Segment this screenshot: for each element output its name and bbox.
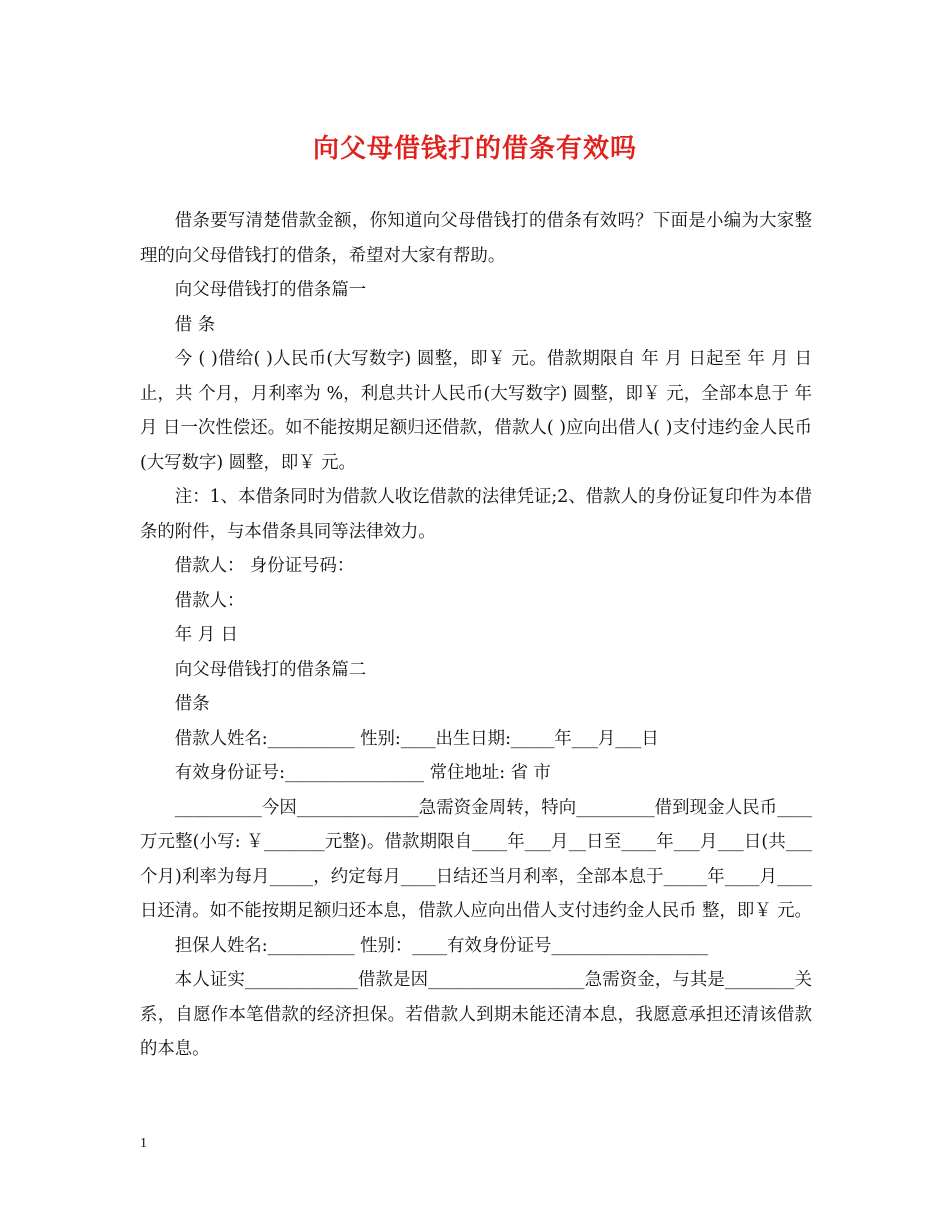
guarantor-statement-paragraph: 本人证实_____________借款是因__________________急需资金，与其是________关系，自愿作本笔借款的经济担保。若借款人到期未能还清本息，我愿意承担还清该借款的本息。 — [140, 970, 812, 1059]
guarantor-line: 担保人姓名:__________ 性别：____有效身份证号__________________ — [174, 935, 708, 956]
borrower-id-line: 借款人： 身份证号码： — [174, 556, 355, 576]
borrower-line: 借款人： — [174, 590, 245, 611]
section-heading-two: 向父母借钱打的借条篇二 — [174, 659, 367, 680]
borrower-name-line: 借款人姓名:__________ 性别:____出生日期:_____年___月___日 — [174, 728, 659, 749]
intro-paragraph: 借条要写清楚借款金额，你知道向父母借钱打的借条有效吗？下面是小编为大家整理的向父母借钱打的借条，希望对大家有帮助。 — [140, 211, 812, 266]
iou-heading-one: 借 条 — [174, 314, 216, 335]
page-number: 1 — [140, 1136, 147, 1151]
section-heading-one: 向父母借钱打的借条篇一 — [174, 280, 367, 300]
id-address-line: 有效身份证号:________________ 常住地址: 省 市 — [174, 763, 551, 783]
note-paragraph: 注：1、本借条同时为借款人收讫借款的法律凭证;2、借款人的身份证复印件为本借条的附件，与本借条具同等法律效力。 — [140, 487, 812, 542]
iou-heading-two: 借条 — [174, 694, 210, 714]
document-body — [140, 204, 812, 1067]
date-line: 年 月 日 — [174, 625, 239, 645]
document-title: 向父母借钱打的借条有效吗 — [312, 134, 637, 164]
iou-body-paragraph: 今 ( )借给( )人民币(大写数字) 圆整，即￥ 元。借款期限自 年 月 日起至 年 月 日止，共 个月，月利率为 %，利息共计人民币(大写数字) 圆整，即￥ 元，全部本息于 年 月 日一次性偿还。如不能按期足额归还借款，借款人( )应向出借人( )支付违约金人民币(大写数字) 圆整，即￥ 元。 — [140, 349, 812, 473]
loan-terms-paragraph: __________今因______________急需资金周转，特向_________借到现金人民币____万元整(小写: ￥_______元整)。借款期限自____年___月__日至____年___月___日(共___个月)利率为每月_____，约定每月____日结还当月利率，全部本息于_____年____月____日还清。如不能按期足额归还本息，借款人应向出借人支付违约金人民币 整，即￥ 元。 — [140, 797, 812, 921]
